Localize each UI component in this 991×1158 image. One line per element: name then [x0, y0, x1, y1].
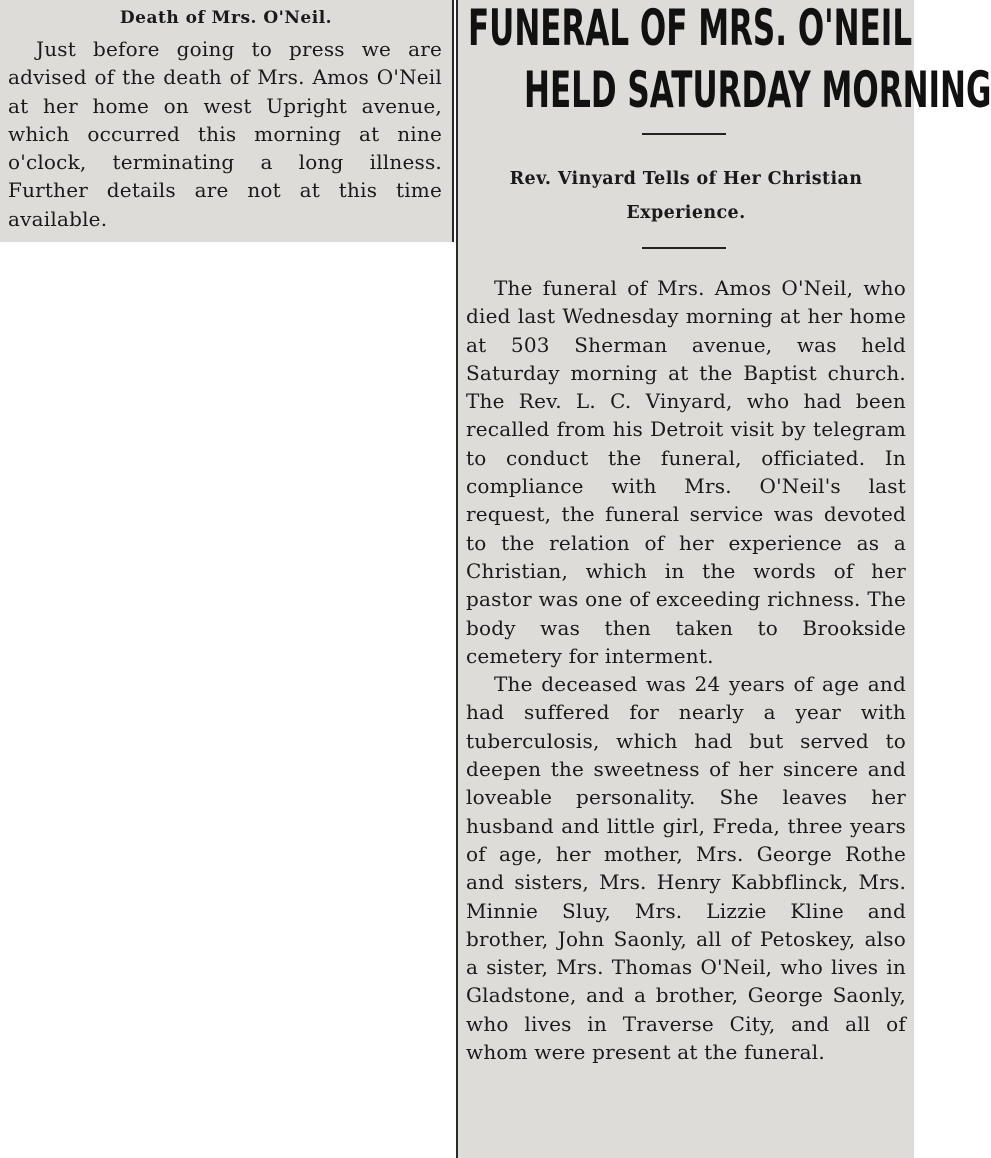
death-notice-body: [8, 35, 442, 233]
subheadline-divider: [642, 247, 726, 249]
death-notice-headline: Death of Mrs. O'Neil.: [119, 8, 333, 28]
death-notice-clipping: [0, 0, 454, 242]
death-notice-paragraph: Just before going to press we are advised of the death of Mrs. Amos O'Neil at her home on west Upright avenue, which occurred this morning at nine o'clock, terminating a long illness. Further details are not at this time available.: [8, 37, 442, 231]
funeral-article-clipping: [456, 0, 991, 1158]
funeral-paragraph-2: The deceased was 24 years of age and had suffered for nearly a year with tuberculosis, which had but served to deepen the sweetness of her sincere and loveable personality. She leaves her husband and little girl, Freda, three years of age, her mother, Mrs. George Rothe and sisters, Mrs. Henry Kabbflinck, Mrs. Minnie Sluy, Mrs. Lizzie Kline and brother, John Saonly, all of Petoskey, also a sister, Mrs. Thomas O'Neil, who lives in Gladstone, and a brother, George Saonly, who lives in Traverse City, and all of whom were present at the funeral.: [466, 672, 906, 1065]
funeral-paragraph-1: The funeral of Mrs. Amos O'Neil, who died last Wednesday morning at her home at 503 Sherman avenue, was held Saturday morning at the Baptist church. The Rev. L. C. Vinyard, who had been recalled from his Detroit visit by telegram to conduct the funeral, officiated. In compliance with Mrs. O'Neil's last request, the funeral service was devoted to the relation of her experience as a Christian, which in the words of her pastor was one of exceeding richness. The body was then taken to Brookside cemetery for interment.: [466, 276, 906, 668]
funeral-headline-line-2: HELD SATURDAY MORNING: [524, 61, 991, 119]
funeral-article-body: [466, 274, 906, 1066]
funeral-headline-line-1: FUNERAL OF MRS. O'NEIL: [468, 0, 913, 57]
headline-divider: [642, 133, 726, 135]
funeral-subheadline: Rev. Vinyard Tells of Her Christian Experience.: [509, 169, 863, 223]
